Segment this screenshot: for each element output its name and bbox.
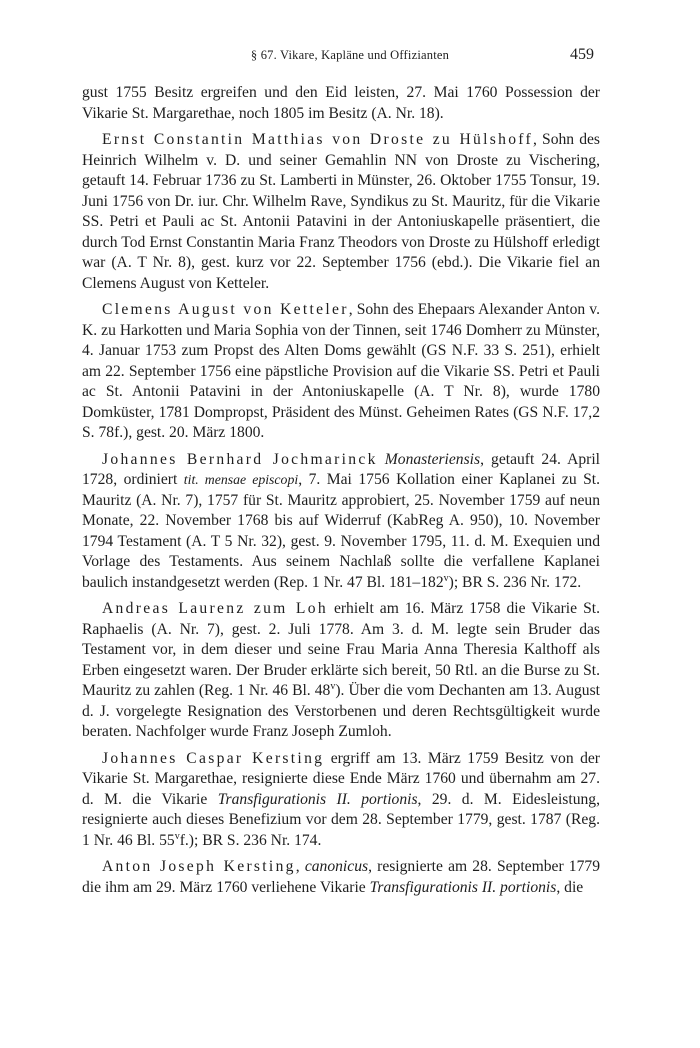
verso-mark: v: [443, 572, 449, 584]
running-title: § 67. Vikare, Kapläne und Offizianten: [250, 48, 450, 62]
entry-text: , Sohn des Heinrich Wilhelm v. D. und seiner Gemahlin NN von Droste zu Vischering, getauft 14. Februar 1736 zu St. Lamberti in Münster, 26. Oktober 1755 Tonsur, 19. Juni 1756 von Dr. iur. Chr. Wilhelm Rave, Syndikus zu St. Mauritz, für die Vikarie SS. Petri et Pauli ac St. Antonii Patavini in der Antoniuskapelle präsentiert, die durch Tod Ernst Constantin Maria Franz Theodors von Droste zu Hülshoff erledigt war (A. T Nr. 8), gest. kurz vor 22. September 1756 (ebd.). Die Vikarie fiel an Clemens August von Ketteler.: [82, 131, 600, 292]
vicarage-latin: Transfigurationis II. portionis: [369, 878, 557, 896]
entry-text: , getauft 24. April 1728, ordiniert: [82, 450, 601, 488]
entry-johannes-caspar-kersting: [82, 749, 600, 852]
entry-text: ); BR S. 236 Nr. 172.: [448, 573, 582, 591]
running-head: [0, 46, 700, 66]
person-name: Andreas Laurenz zum Loh: [102, 600, 328, 617]
person-name: Johannes Caspar Kersting: [102, 749, 325, 767]
verso-mark: v: [174, 830, 180, 842]
entry-zum-loh: [82, 599, 600, 743]
person-name: Johannes Bernhard Jochmarinck: [102, 450, 378, 468]
paragraph-text: gust 1755 Besitz ergreifen und den Eid leisten, 27. Mai 1760 Possession der Vikarie St. Margarethae, noch 1805 im Besitz (A. Nr. 18).: [82, 84, 600, 122]
entry-anton-joseph-kersting: Anton Joseph Kersting, canonicus, resignierte am 28. September 1779 die ihm am 29. März 1760 verliehene Vikarie Transfigurationis II. portionis, die: [82, 858, 600, 896]
entry-text: ). Über die vom Dechanten am 13. August d. J. vorgelegte Resignation des Verstorbenen und deren Rechtsgültigkeit wurde beraten. Nachfolger wurde Franz Joseph Zumloh.: [82, 682, 601, 740]
entry-text: ergriff am 13. März 1759 Besitz von der Vikarie St. Margarethae, resignierte diese Ende März 1760 und übernahm am 27. d. M. die Vikarie: [82, 749, 600, 808]
origin-latin: Monasteriensis: [384, 450, 481, 468]
entry-text: , 7. Mai 1756 Kollation einer Kaplanei zu St. Mauritz (A. Nr. 7), 1757 für St. Mauritz approbiert, 25. November 1759 auf neun Monate, 22. November 1768 bis auf Widerruf (KabReg A. 950), 10. November 1794 Testament (A. T 5 Nr. 32), gest. 9. November 1795, 11. d. M. Exequien und Vorlage des Testaments. Aus seinem Nachlaß sollte die verfallene Kaplanei baulich instandgesetzt werden (Rep. 1 Nr. 47 Bl. 181–182: [82, 471, 601, 591]
entry-text: f.); BR S. 236 Nr. 174.: [179, 831, 322, 849]
entry-text: , resignierte am 28. September 1779 die ihm am 29. März 1760 verliehene Vikarie: [82, 858, 600, 896]
entry-jochmarinck: [82, 450, 600, 594]
body-text: [82, 83, 600, 904]
ordination-title-latin: tit. mensae episcopi: [183, 472, 299, 487]
person-name: Clemens August von Ketteler: [102, 301, 349, 318]
paragraph-continuation: [82, 83, 600, 124]
vicarage-latin: Transfigurationis II. portionis: [217, 790, 418, 808]
person-name: Ernst Constantin Matthias von Droste zu Hülshoff: [102, 131, 534, 148]
person-name: Anton Joseph Kersting: [102, 858, 296, 875]
verso-mark: v: [330, 680, 336, 692]
entry-text: , Sohn des Ehepaars Alexander Anton v. K. zu Harkotten und Maria Sophia von der Tinnen, seit 1746 Domherr zu Münster, 4. Januar 1753 zum Propst des Alten Doms gewählt (GS N.F. 33 S. 251), erhielt am 22. September 1756 eine päpstliche Provision auf die Vikarie SS. Petri et Pauli ac St. Antonii Patavini in der Antoniuskapelle (A. T Nr. 8), wurde 1780 Domküster, 1781 Dompropst, Präsident des Münst. Geheimen Rates (GS N.F. 17,2 S. 78f.), gest. 20. März 1800.: [82, 301, 600, 441]
entry-text: erhielt am 16. März 1758 die Vikarie St. Raphaelis (A. Nr. 7), gest. 2. Juli 1778. Am 3. d. M. legte sein Bruder das Testament vor, in dem dieser und seine Frau Maria Anna Theresia Kalthoff als Erben eingesetzt waren. Der Bruder erklärte sich bereit, 50 Rtl. an die Burse zu St. Mauritz zu zahlen (Reg. 1 Nr. 46 Bl. 48: [82, 600, 600, 699]
entry-text: , die: [556, 878, 584, 896]
entry-text: , 29. d. M. Eidesleistung, resignierte auch dieses Benefizium vor dem 28. September 1779, gest. 1787 (Reg. 1 Nr. 46 Bl. 55: [82, 790, 600, 849]
status-latin: canonicus: [304, 858, 369, 875]
entry-droste-zu-huelshoff: [82, 130, 600, 294]
page-number: 459: [570, 46, 594, 63]
entry-von-ketteler: [82, 300, 600, 444]
